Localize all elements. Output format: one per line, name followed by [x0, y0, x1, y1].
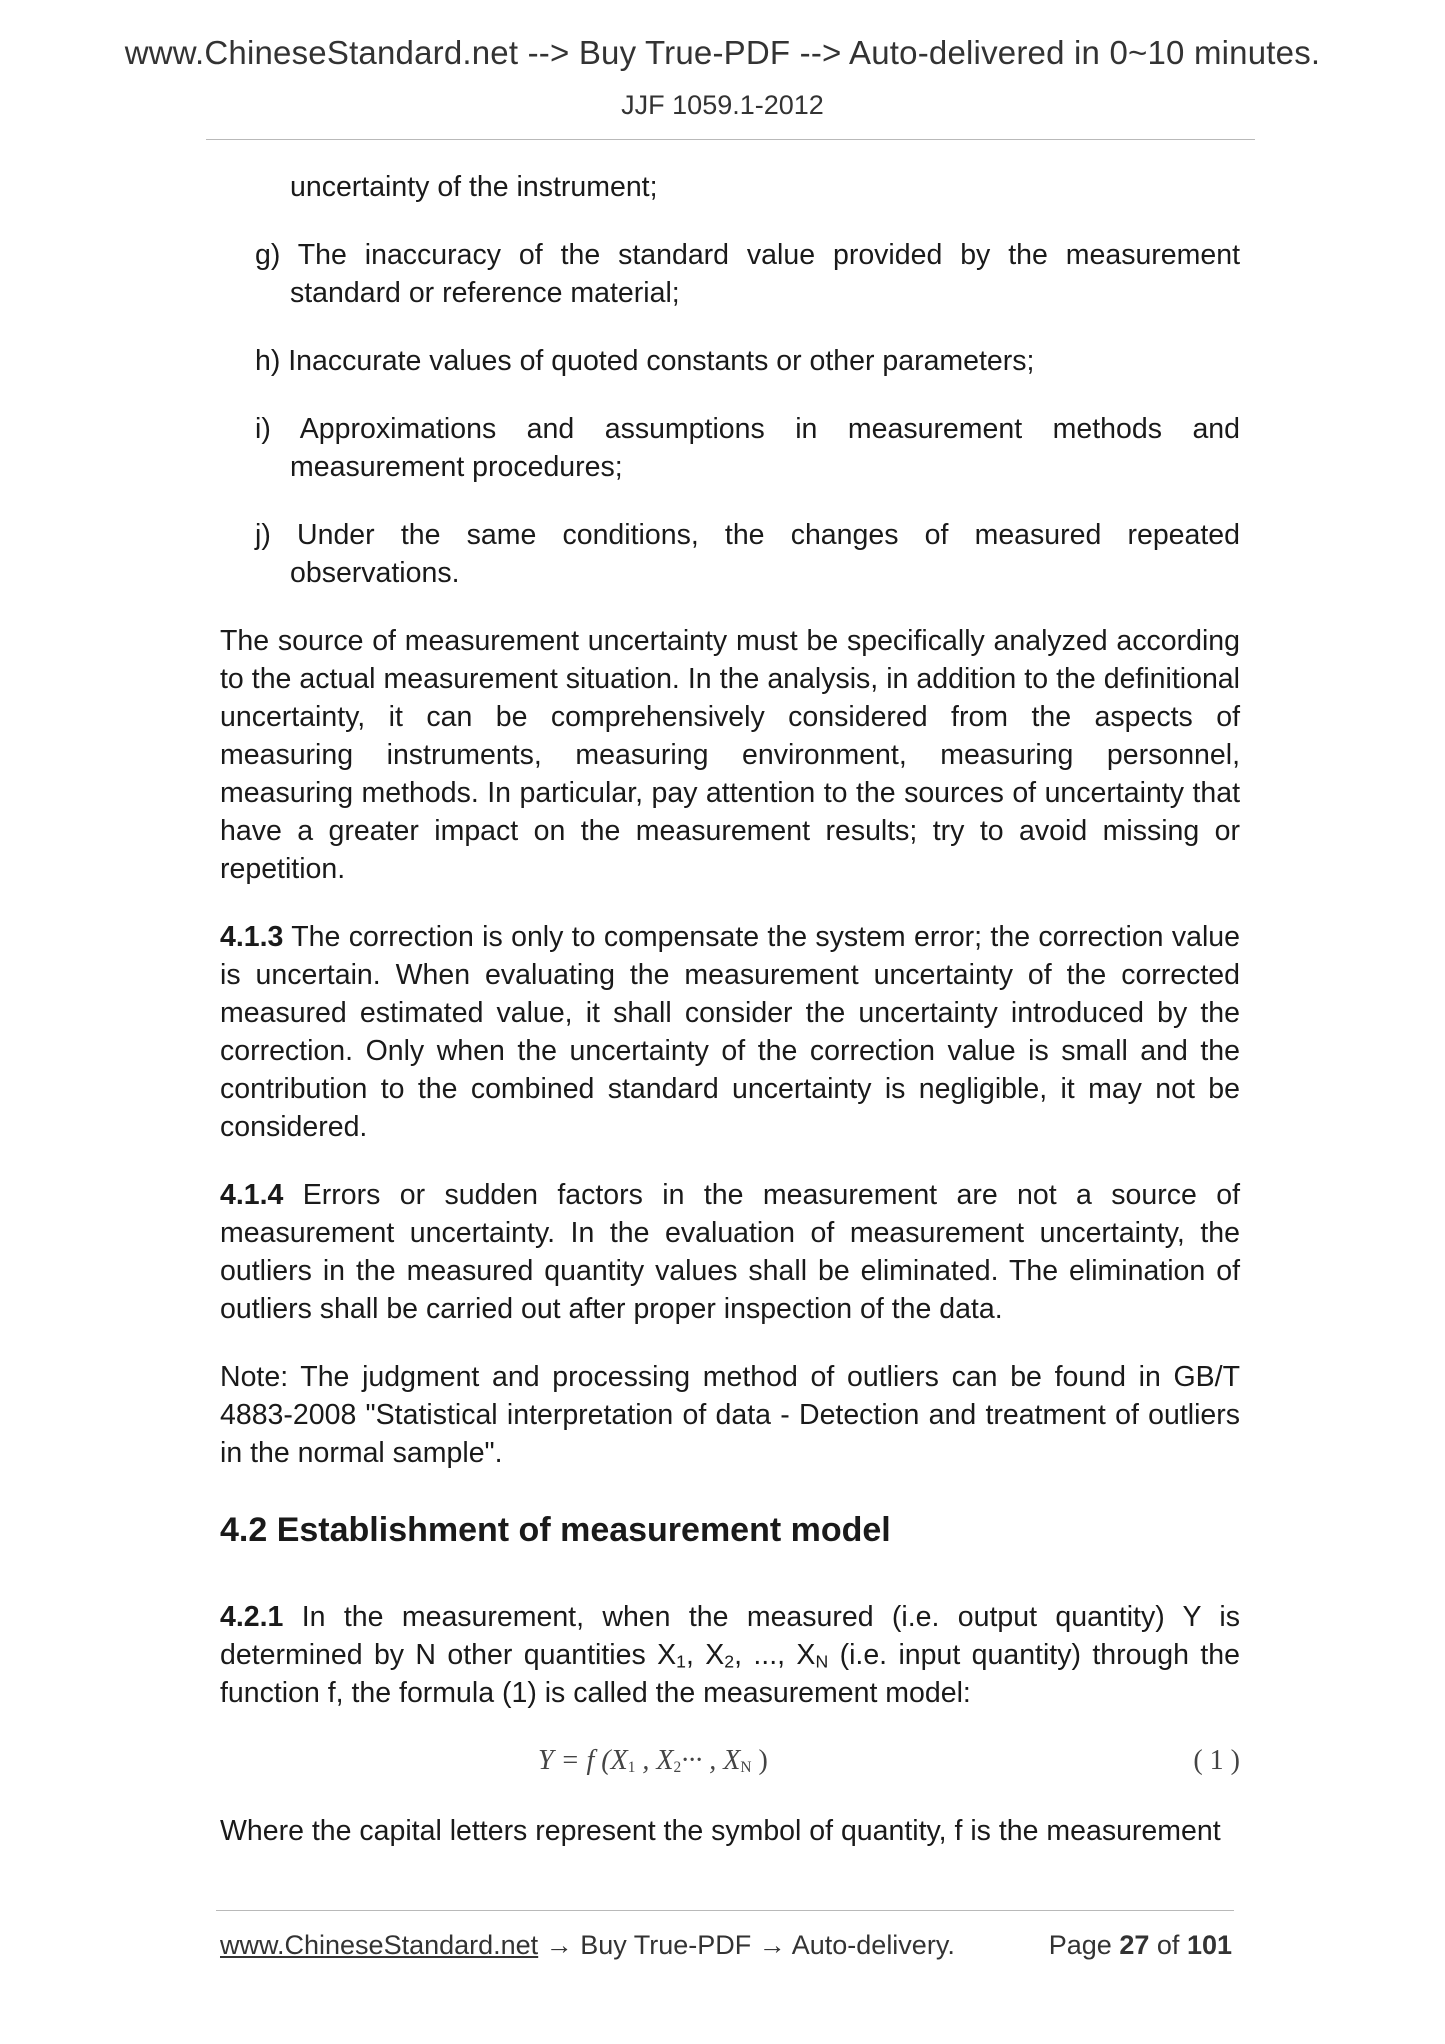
list-label: i)	[255, 413, 271, 445]
subscript: 2	[724, 1651, 735, 1672]
clause-text: , ..., X	[734, 1639, 816, 1671]
clause-number: 4.1.4	[220, 1179, 284, 1211]
note-paragraph: Note: The judgment and processing method of outliers can be found in GB/T 4883-2008 "Statistical interpretation of data - Detection and treatment of outliers in the normal sample".	[220, 1361, 1240, 1469]
page-content	[220, 168, 1240, 1880]
footer-site-link[interactable]: www.ChineseStandard.net	[220, 1930, 539, 1960]
continued-line: uncertainty of the instrument;	[290, 171, 658, 203]
header-divider	[206, 139, 1255, 140]
formula-part: , X	[635, 1745, 674, 1776]
list-text: Under the same conditions, the changes of measured repeated observations.	[290, 519, 1240, 589]
clause-text: , X	[685, 1639, 725, 1671]
list-label: j)	[255, 519, 271, 551]
list-item-j	[255, 516, 1240, 592]
clause-text: The correction is only to compensate the system error; the correction value is uncertain. When evaluating the measurement uncertainty of the corrected measured estimated value, it shall consider the uncertainty introduced by the correction. Only when the uncertainty of the correction value is small and the contribution to the combined standard uncertainty is negligible, it may not be considered.	[220, 921, 1241, 1143]
page-footer	[220, 1930, 1232, 1961]
clause-number: 4.2.1	[220, 1601, 284, 1633]
site-banner: www.ChineseStandard.net --> Buy True-PDF --> Auto-delivered in 0~10 minutes.	[124, 34, 1321, 71]
list-text: Approximations and assumptions in measurement methods and measurement procedures;	[290, 413, 1240, 483]
subscript: 1	[676, 1651, 686, 1672]
footer-links-text: → Buy True-PDF → Auto-delivery.	[538, 1930, 955, 1960]
page-label: Page	[1048, 1930, 1112, 1960]
clause-text: (i.e. input quantity) through the function f, the formula (1) is called the measurement model:	[220, 1639, 1240, 1709]
list-item-h	[255, 342, 1240, 380]
formula-part: )	[751, 1745, 768, 1776]
document-code: JJF 1059.1-2012	[621, 90, 824, 120]
clause-4-1-3	[220, 918, 1240, 1146]
formula-part: Y = f (X	[538, 1745, 628, 1776]
section-heading: 4.2 Establishment of measurement model	[220, 1511, 891, 1549]
list-item-i	[255, 410, 1240, 486]
clause-text: Errors or sudden factors in the measurement are not a source of measurement uncertainty. In the evaluation of measurement uncertainty, the outliers in the measured quantity values shall be eliminated. The elimination of outliers shall be carried out after proper inspection of the data.	[220, 1179, 1240, 1325]
measurement-model-formula	[220, 1742, 1240, 1782]
footer-divider	[216, 1910, 1234, 1911]
list-label: h)	[255, 345, 281, 377]
of-label: of	[1156, 1930, 1180, 1960]
clause-number: 4.1.3	[220, 921, 284, 953]
list-item-g	[255, 236, 1240, 312]
clause-4-1-4	[220, 1176, 1240, 1328]
paragraph-uncertainty-sources: The source of measurement uncertainty must be specifically analyzed according to the actual measurement situation. In the analysis, in addition to the definitional uncertainty, it can be comprehensively considered from the aspects of measuring instruments, measuring environment, measuring personnel, measuring methods. In particular, pay attention to the sources of uncertainty that have a greater impact on the measurement results; try to avoid missing or repetition.	[220, 625, 1240, 885]
last-line: Where the capital letters represent the symbol of quantity, f is the measurement	[220, 1815, 1221, 1847]
formula-number: ( 1 )	[1193, 1745, 1240, 1776]
subscript: N	[815, 1651, 829, 1672]
list-text: The inaccuracy of the standard value provided by the measurement standard or reference material;	[290, 239, 1240, 309]
formula-subscript: 2	[673, 1759, 682, 1777]
clause-text: In the measurement, when the measured (i.e. output quantity) Y is determined by N other quantities X	[220, 1601, 1240, 1671]
clause-4-2-1	[220, 1598, 1240, 1712]
list-text: Inaccurate values of quoted constants or other parameters;	[288, 345, 1035, 377]
page-number: 27	[1119, 1930, 1150, 1960]
list-label: g)	[255, 239, 281, 271]
formula-expression	[538, 1742, 768, 1780]
formula-subscript: 1	[627, 1759, 636, 1777]
page-indicator	[1049, 1930, 1232, 1961]
formula-subscript: N	[740, 1759, 752, 1777]
total-pages: 101	[1186, 1930, 1232, 1960]
formula-part: ··· , X	[681, 1745, 741, 1776]
